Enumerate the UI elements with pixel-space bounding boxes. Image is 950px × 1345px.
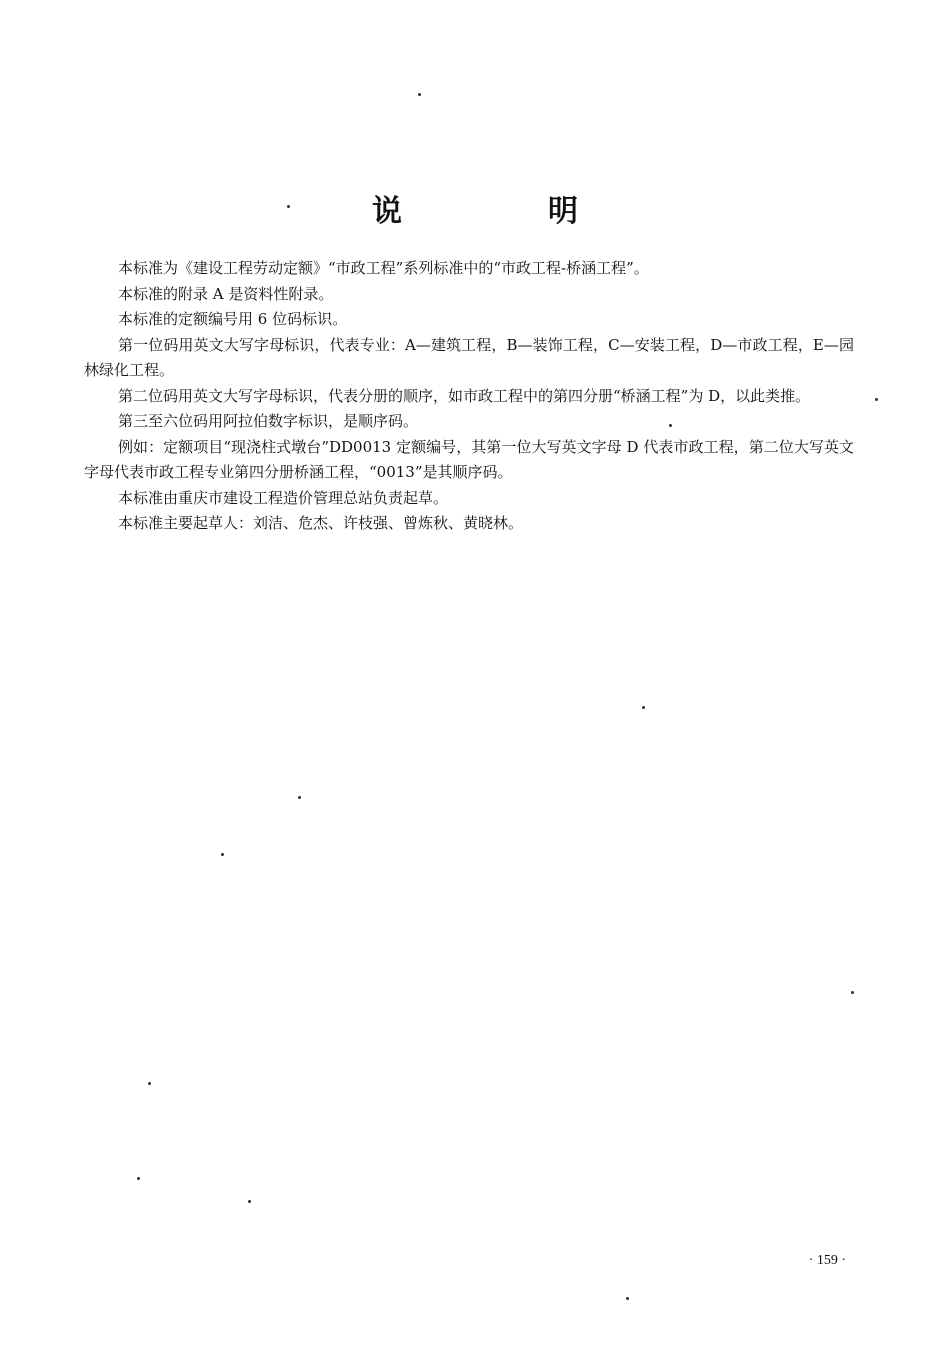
scan-speck — [221, 853, 224, 856]
scan-speck — [669, 424, 672, 427]
paragraph-example: 例如：定额项目“现浇柱式墩台”DD0013 定额编号，其第一位大写英文字母 D 代表市政工程，第二位大写英文字母代表市政工程专业第四分册桥涵工程，“0013”是其顺序码。 — [84, 437, 854, 481]
scan-speck — [248, 1200, 251, 1203]
scan-speck — [642, 706, 645, 709]
scan-speck — [298, 796, 301, 799]
page-number: · 159 · — [808, 1253, 846, 1268]
document-body — [84, 256, 854, 537]
scan-speck — [287, 205, 290, 208]
paragraph-standard-scope: 本标准为《建设工程劳动定额》“市政工程”系列标准中的“市政工程-桥涵工程”。 — [118, 259, 649, 277]
scan-speck — [626, 1297, 629, 1300]
paragraph-second-code: 第二位码用英文大写字母标识，代表分册的顺序，如市政工程中的第四分册“桥涵工程”为 D，以此类推。 — [118, 386, 811, 405]
page-title: 说 明 — [372, 194, 636, 230]
scan-speck — [851, 991, 854, 994]
paragraph-appendix: 本标准的附录 A 是资料性附录。 — [118, 284, 334, 303]
scan-speck — [875, 398, 878, 401]
paragraph-code-format: 本标准的定额编号用 6 位码标识。 — [118, 310, 348, 328]
paragraph-sequence-code: 第三至六位码用阿拉伯数字标识，是顺序码。 — [118, 412, 419, 430]
scan-speck — [418, 93, 421, 96]
paragraph-first-code: 第一位码用英文大写字母标识，代表专业：A—建筑工程，B—装饰工程，C—安装工程，D—市政工程，E—园林绿化工程。 — [84, 335, 854, 379]
scan-speck — [148, 1082, 151, 1085]
paragraph-drafters: 本标准主要起草人：刘洁、危杰、许枝强、曾炼秋、黄晓林。 — [118, 514, 524, 532]
paragraph-drafting-unit: 本标准由重庆市建设工程造价管理总站负责起草。 — [118, 488, 449, 507]
scan-speck — [137, 1177, 140, 1180]
